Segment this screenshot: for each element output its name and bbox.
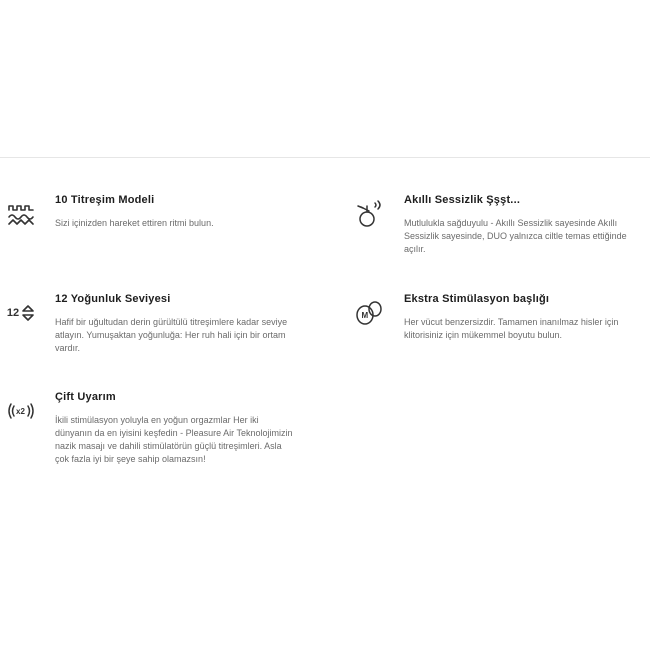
section-divider — [0, 157, 650, 158]
stimulation-head-label: M — [361, 311, 369, 320]
smart-silence-icon — [352, 196, 386, 230]
vibration-waves-icon — [4, 198, 38, 232]
feature-dual-stimulation — [55, 390, 295, 466]
feature-intensity-levels — [55, 292, 295, 355]
feature-title: Akıllı Sessizlik Şşşt... — [404, 194, 521, 206]
intensity-levels-label: 12 — [6, 307, 20, 319]
feature-extra-stimulation — [404, 292, 644, 342]
feature-title: Çift Uyarım — [55, 391, 116, 403]
dual-stimulation-label: x2 — [16, 407, 25, 416]
feature-description: İkili stimülasyon yoluyla en yoğun orgazmlar Her iki dünyanın da en iyisini keşfedin - Pleasure Air Teknolojimizin nazik masajı ve dahili stimülatörün güçlü titreşimleri. Asla çok fazla iyi bir şeye sahip olamazsın! — [55, 415, 293, 464]
feature-title: 10 Titreşim Modeli — [55, 194, 155, 206]
feature-title: Ekstra Stimülasyon başlığı — [404, 293, 550, 305]
feature-smart-silence — [404, 193, 644, 256]
feature-description: Sizi içinizden hareket ettiren ritmi bulun. — [55, 218, 214, 228]
stimulation-head-icon — [352, 296, 386, 330]
feature-vibration-modes — [55, 193, 295, 230]
feature-description: Her vücut benzersizdir. Tamamen inanılmaz hisler için klitorisiniz için mükemmel boyutu bulun. — [404, 317, 619, 340]
feature-description: Hafif bir uğultudan derin gürültülü titreşimlere kadar seviye atlayın. Yumuşaktan yoğunluğa: Her ruh hali için bir ortam vardır. — [55, 317, 288, 353]
intensity-levels-icon — [4, 296, 38, 330]
feature-description: Mutlulukla sağduyulu - Akıllı Sessizlik sayesinde Akıllı Sessizlik sayesinde, DUO yalnızca ciltle temas ettiğinde açılır. — [404, 218, 627, 254]
dual-stimulation-icon — [4, 394, 38, 428]
feature-title: 12 Yoğunluk Seviyesi — [55, 293, 171, 305]
